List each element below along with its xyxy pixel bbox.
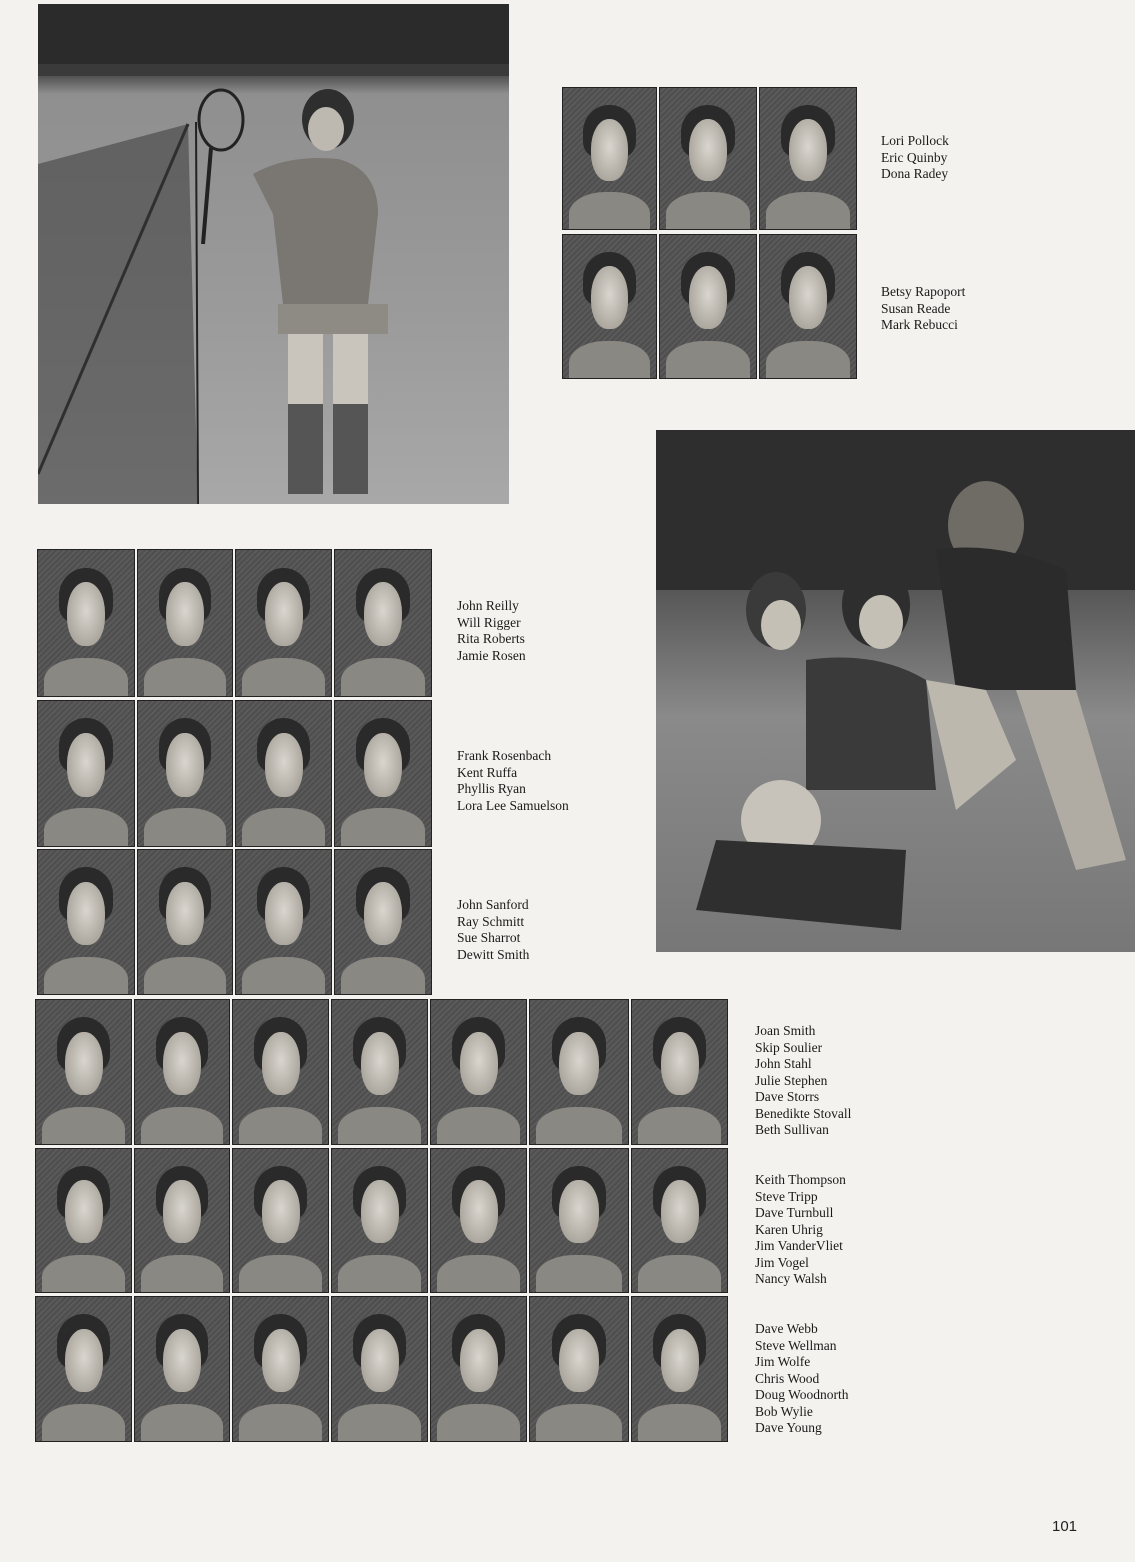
portrait-photo <box>137 849 233 995</box>
portrait-photo <box>35 999 132 1145</box>
student-name: Doug Woodnorth <box>755 1387 849 1402</box>
portrait-photo <box>232 1296 329 1442</box>
tennis-photo-graphic <box>38 4 509 504</box>
portrait-photo <box>759 234 857 379</box>
student-name: Rita Roberts <box>457 631 525 646</box>
name-list <box>881 284 965 334</box>
student-name: Dona Radey <box>881 166 949 181</box>
student-name: Karen Uhrig <box>755 1221 823 1237</box>
portrait-photo <box>334 700 432 847</box>
portrait-photo <box>331 1148 428 1293</box>
portrait-photo <box>529 1296 629 1442</box>
name-list <box>755 1321 849 1437</box>
student-name: Kent Ruffa <box>457 764 518 780</box>
portrait-photo <box>331 999 428 1145</box>
student-name: Jim Wolfe <box>755 1354 811 1369</box>
name-list <box>755 1172 846 1288</box>
portrait-photo <box>37 549 135 697</box>
portrait-photo <box>529 999 629 1145</box>
portrait-photo <box>37 849 135 995</box>
portrait-photo <box>430 999 527 1145</box>
student-name: Dave Turnbull <box>755 1205 834 1220</box>
student-name: John Sanford <box>457 897 529 912</box>
portrait-photo <box>562 87 657 230</box>
student-name: Phyllis Ryan <box>457 781 526 796</box>
portrait-photo <box>235 700 332 847</box>
student-name: Steve Wellman <box>755 1337 837 1353</box>
student-name: Jamie Rosen <box>457 647 526 663</box>
portrait-photo <box>235 549 332 697</box>
student-name: Joan Smith <box>755 1023 816 1038</box>
portrait-photo <box>631 1296 728 1442</box>
portrait-photo <box>659 234 757 379</box>
student-name: Keith Thompson <box>755 1172 846 1187</box>
portrait-photo <box>631 1148 728 1293</box>
portrait-photo <box>134 1148 230 1293</box>
group-photo-graphic <box>656 430 1135 952</box>
student-name: Lora Lee Samuelson <box>457 797 569 813</box>
student-name: Benedikte Stovall <box>755 1105 852 1121</box>
portrait-photo <box>334 849 432 995</box>
student-name: Mark Rebucci <box>881 317 958 332</box>
portrait-photo <box>529 1148 629 1293</box>
student-name: Beth Sullivan <box>755 1122 829 1137</box>
student-name: Julie Stephen <box>755 1072 828 1088</box>
student-name: Nancy Walsh <box>755 1271 827 1286</box>
name-list <box>755 1023 851 1139</box>
portrait-photo <box>232 1148 329 1293</box>
group-photo <box>656 430 1135 952</box>
student-name: Jim Vogel <box>755 1254 809 1270</box>
name-list <box>457 598 526 664</box>
student-name: Dave Young <box>755 1420 822 1435</box>
student-name: Dave Storrs <box>755 1089 820 1104</box>
portrait-photo <box>659 87 757 230</box>
portrait-photo <box>134 999 230 1145</box>
portrait-photo <box>334 549 432 697</box>
student-name: Frank Rosenbach <box>457 748 552 763</box>
student-name: Dewitt Smith <box>457 946 530 962</box>
page-number: 101 <box>1052 1518 1078 1535</box>
student-name: Eric Quinby <box>881 149 948 165</box>
student-name: Skip Soulier <box>755 1039 823 1055</box>
name-list <box>457 748 569 814</box>
portrait-photo <box>37 700 135 847</box>
student-name: Betsy Rapoport <box>881 284 966 299</box>
student-name: Susan Reade <box>881 300 951 316</box>
portrait-photo <box>137 549 233 697</box>
student-name: Chris Wood <box>755 1370 820 1386</box>
portrait-photo <box>562 234 657 379</box>
portrait-photo <box>35 1148 132 1293</box>
portrait-photo <box>137 700 233 847</box>
student-name: John Stahl <box>755 1056 812 1071</box>
student-name: Lori Pollock <box>881 133 949 148</box>
portrait-photo <box>631 999 728 1145</box>
name-list <box>457 897 529 963</box>
portrait-photo <box>759 87 857 230</box>
portrait-photo <box>134 1296 230 1442</box>
portrait-photo <box>35 1296 132 1442</box>
student-name: John Reilly <box>457 598 519 613</box>
student-name: Steve Tripp <box>755 1188 818 1204</box>
portrait-photo <box>235 849 332 995</box>
portrait-photo <box>232 999 329 1145</box>
tennis-photo <box>38 4 509 504</box>
student-name: Dave Webb <box>755 1321 818 1336</box>
portrait-photo <box>331 1296 428 1442</box>
name-list <box>881 133 949 183</box>
student-name: Ray Schmitt <box>457 913 525 929</box>
portrait-photo <box>430 1148 527 1293</box>
student-name: Jim VanderVliet <box>755 1238 843 1253</box>
student-name: Bob Wylie <box>755 1403 813 1419</box>
student-name: Will Rigger <box>457 614 521 630</box>
student-name: Sue Sharrot <box>457 930 521 945</box>
portrait-photo <box>430 1296 527 1442</box>
